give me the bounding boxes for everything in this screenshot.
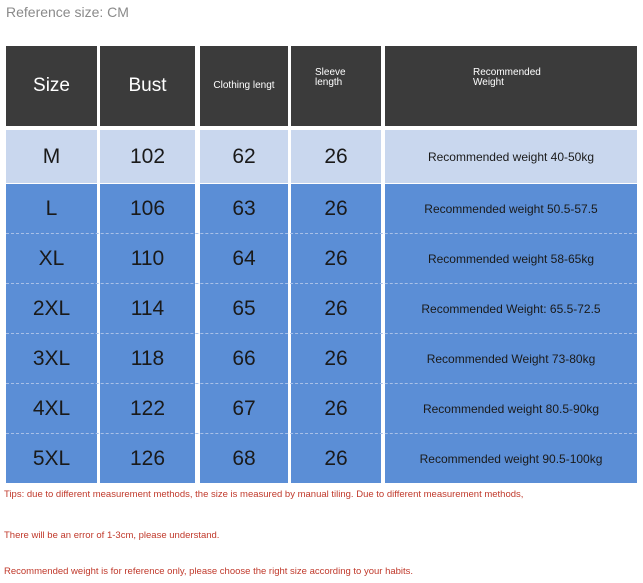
clothing-length-cell: 64 — [200, 234, 288, 284]
clothing-length-cell: 62 — [200, 130, 288, 183]
recommended-weight-cell: Recommended Weight 73-80kg — [385, 334, 637, 384]
row-divider — [6, 333, 637, 334]
header-sleeve-line2: length — [315, 77, 343, 88]
recommended-weight-cell: Recommended weight 90.5-100kg — [385, 434, 637, 483]
reference-size-label: Reference size: CM — [6, 4, 129, 20]
header-size: Size — [6, 46, 97, 126]
recommended-weight-cell: Recommended weight 80.5-90kg — [385, 384, 637, 434]
sleeve-length-cell: 26 — [291, 284, 381, 334]
clothing-length-cell: 67 — [200, 384, 288, 434]
recommended-weight-cell: Recommended Weight: 65.5-72.5 — [385, 284, 637, 334]
bust-cell: 122 — [100, 384, 195, 434]
clothing-length-cell: 68 — [200, 434, 288, 483]
row-divider — [6, 283, 637, 284]
sleeve-length-cell: 26 — [291, 130, 381, 183]
sleeve-length-cell: 26 — [291, 434, 381, 483]
bust-cell: 126 — [100, 434, 195, 483]
clothing-length-cell: 65 — [200, 284, 288, 334]
tip-line-1: Tips: due to different measurement methods, the size is measured by manual tiling. Due to different measurement methods, — [4, 489, 524, 500]
size-cell: M — [6, 130, 97, 183]
clothing-length-cell: 66 — [200, 334, 288, 384]
header-recommended-weight — [385, 46, 637, 126]
row-divider — [6, 233, 637, 234]
recommended-weight-cell: Recommended weight 50.5-57.5 — [385, 184, 637, 234]
header-rec-line2: Weight — [473, 77, 504, 88]
bust-cell: 118 — [100, 334, 195, 384]
sleeve-length-cell: 26 — [291, 234, 381, 284]
header-clothing-length: Clothing lengt — [200, 46, 288, 126]
size-cell: 3XL — [6, 334, 97, 384]
bust-cell: 110 — [100, 234, 195, 284]
size-cell: XL — [6, 234, 97, 284]
size-cell: 4XL — [6, 384, 97, 434]
sleeve-length-cell: 26 — [291, 184, 381, 234]
bust-cell: 106 — [100, 184, 195, 234]
header-sleeve-length — [291, 46, 381, 126]
sleeve-length-cell: 26 — [291, 384, 381, 434]
header-bust: Bust — [100, 46, 195, 126]
size-cell: 2XL — [6, 284, 97, 334]
bust-cell: 102 — [100, 130, 195, 183]
header-rec-line1: Recommended — [473, 67, 541, 78]
recommended-weight-cell: Recommended weight 40-50kg — [385, 130, 637, 183]
tip-line-3: Recommended weight is for reference only, please choose the right size according to your habits. — [4, 566, 414, 577]
row-divider — [6, 383, 637, 384]
size-cell: L — [6, 184, 97, 234]
row-divider — [6, 433, 637, 434]
size-cell: 5XL — [6, 434, 97, 483]
bust-cell: 114 — [100, 284, 195, 334]
tip-line-2: There will be an error of 1-3cm, please understand. — [4, 530, 220, 541]
clothing-length-cell: 63 — [200, 184, 288, 234]
header-sleeve-line1: Sleeve — [315, 67, 346, 78]
recommended-weight-cell: Recommended weight 58-65kg — [385, 234, 637, 284]
sleeve-length-cell: 26 — [291, 334, 381, 384]
